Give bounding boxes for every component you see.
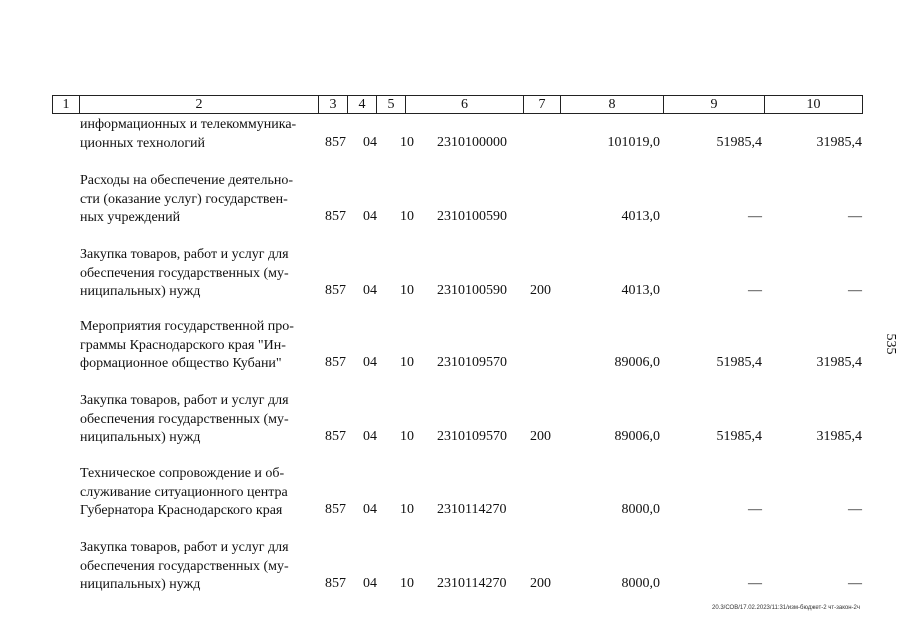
cell-col-3: 857 (325, 209, 346, 224)
cell-col-3: 857 (325, 355, 346, 370)
cell-col-10: 31985,4 (816, 355, 862, 370)
cell-col-3: 857 (325, 576, 346, 591)
cell-col-7: 200 (530, 429, 551, 444)
header-col-4: 4 (348, 96, 377, 113)
cell-col-9: 51985,4 (716, 135, 762, 150)
cell-col-10: — (848, 209, 862, 224)
cell-col-3: 857 (325, 135, 346, 150)
cell-col-10: — (848, 283, 862, 298)
cell-col-9: 51985,4 (716, 429, 762, 444)
cell-col-9: — (748, 502, 762, 517)
row-name: Закупка товаров, работ и услуг для обеспечения государственных (му- ниципальных) нужд (80, 540, 289, 592)
header-col-10: 10 (806, 97, 821, 112)
cell-col-8: 8000,0 (621, 576, 660, 591)
cell-col-6: 2310109570 (437, 429, 507, 444)
cell-col-8: 101019,0 (607, 135, 660, 150)
header-col-8: 8 (561, 96, 664, 113)
header-col-5: 5 (377, 96, 406, 113)
row-name: Расходы на обеспечение деятельно- сти (оказание услуг) государствен- ных учреждений (80, 173, 293, 225)
page-number: 535 (883, 333, 898, 355)
cell-col-5: 10 (400, 355, 414, 370)
cell-col-10: 31985,4 (816, 429, 862, 444)
cell-col-7: 200 (530, 283, 551, 298)
cell-col-6: 2310114270 (437, 576, 507, 591)
cell-col-4: 04 (363, 209, 377, 224)
cell-col-3: 857 (325, 429, 346, 444)
cell-col-3: 857 (325, 502, 346, 517)
table-header (52, 95, 863, 114)
cell-col-9: 51985,4 (716, 355, 762, 370)
header-col-7: 7 (524, 96, 561, 113)
cell-col-10: — (848, 502, 862, 517)
cell-col-10: 31985,4 (816, 135, 862, 150)
header-col-9: 9 (664, 96, 765, 113)
cell-col-9: — (748, 209, 762, 224)
cell-col-4: 04 (363, 502, 377, 517)
row-name: Мероприятия государственной про- граммы Краснодарского края "Ин- формационное общество Кубани" (80, 319, 294, 371)
cell-col-6: 2310100590 (437, 209, 507, 224)
cell-col-3: 857 (325, 283, 346, 298)
cell-col-10: — (848, 576, 862, 591)
header-col-3: 3 (319, 96, 348, 113)
cell-col-4: 04 (363, 355, 377, 370)
cell-col-4: 04 (363, 576, 377, 591)
cell-col-4: 04 (363, 135, 377, 150)
row-name: Закупка товаров, работ и услуг для обеспечения государственных (му- ниципальных) нужд (80, 393, 289, 445)
cell-col-5: 10 (400, 429, 414, 444)
cell-col-5: 10 (400, 502, 414, 517)
cell-col-6: 2310114270 (437, 502, 507, 517)
cell-col-6: 2310100000 (437, 135, 507, 150)
cell-col-5: 10 (400, 283, 414, 298)
row-name: Закупка товаров, работ и услуг для обеспечения государственных (му- ниципальных) нужд (80, 247, 289, 299)
cell-col-8: 8000,0 (621, 502, 660, 517)
cell-col-9: — (748, 283, 762, 298)
cell-col-6: 2310109570 (437, 355, 507, 370)
header-col-6: 6 (406, 96, 524, 113)
cell-col-8: 4013,0 (621, 283, 660, 298)
cell-col-8: 4013,0 (621, 209, 660, 224)
cell-col-7: 200 (530, 576, 551, 591)
row-name: Техническое сопровождение и об- служивание ситуационного центра Губернатора Краснодарского края (80, 466, 288, 518)
cell-col-5: 10 (400, 135, 414, 150)
cell-col-4: 04 (363, 429, 377, 444)
cell-col-8: 89006,0 (614, 355, 660, 370)
cell-col-9: — (748, 576, 762, 591)
document-footer: 20.3/СОВ/17.02.2023/11:31/изм-бюджет-2 чт-закон-2ч (711, 605, 860, 611)
cell-col-6: 2310100590 (437, 283, 507, 298)
header-col-2: 2 (80, 96, 319, 113)
row-name: информационных и телекоммуника- ционных технологий (80, 117, 297, 151)
cell-col-5: 10 (400, 209, 414, 224)
cell-col-4: 04 (363, 283, 377, 298)
header-col-1: 1 (53, 96, 80, 113)
cell-col-8: 89006,0 (614, 429, 660, 444)
cell-col-5: 10 (400, 576, 414, 591)
